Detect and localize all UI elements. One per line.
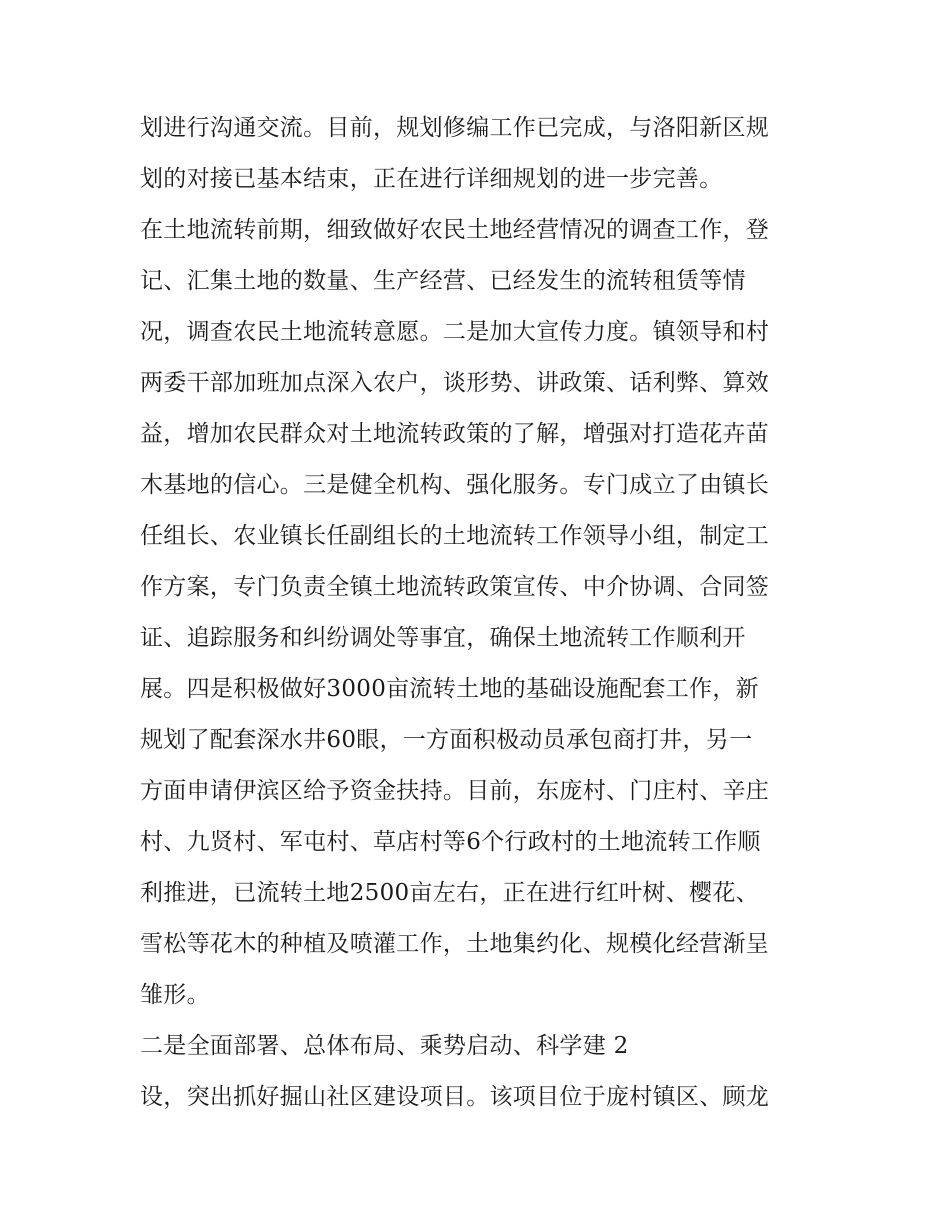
text-line-9: 任组长、农业镇长任副组长的土地流转工作领导小组，制定工 bbox=[140, 523, 770, 549]
text-line-17: 雪松等花木的种植及喷灌工作，土地集约化、规模化经营渐呈 bbox=[140, 931, 770, 957]
text-line-5: 况，调查农民土地流转意愿。二是加大宣传力度。镇领导和村 bbox=[140, 319, 770, 345]
text-line-14: 方面申请伊滨区给予资金扶持。目前，东庞村、门庄村、辛庄 bbox=[140, 778, 770, 804]
text-line-13: 规划了配套深水井60眼，一方面积极动员承包商打井，另一 bbox=[140, 727, 753, 753]
text-line-16: 利推进，已流转土地2500亩左右，正在进行红叶树、樱花、 bbox=[140, 880, 759, 906]
text-line-1: 划进行沟通交流。目前，规划修编工作已完成，与洛阳新区规 bbox=[140, 115, 770, 141]
body-text bbox=[140, 103, 820, 1123]
text-line-7: 益，增加农民群众对土地流转政策的了解，增强对打造花卉苗 bbox=[140, 421, 770, 447]
text-line-15: 村、九贤村、军屯村、草店村等6个行政村的土地流转工作顺 bbox=[140, 829, 761, 855]
text-line-2: 划的对接已基本结束，正在进行详细规划的进一步完善。 bbox=[140, 166, 723, 192]
text-line-6: 两委干部加班加点深入农户，谈形势、讲政策、话利弊、算效 bbox=[140, 370, 770, 396]
text-line-10: 作方案，专门负责全镇土地流转政策宣传、中介协调、合同签 bbox=[140, 574, 770, 600]
text-line-8: 木基地的信心。三是健全机构、强化服务。专门成立了由镇长 bbox=[140, 472, 770, 498]
text-line-12: 展。四是积极做好3000亩流转土地的基础设施配套工作，新 bbox=[140, 676, 759, 702]
text-line-20: 设，突出抓好掘山社区建设项目。该项目位于庞村镇区、顾龙 bbox=[140, 1084, 770, 1110]
text-line-3: 在土地流转前期，细致做好农民土地经营情况的调查工作，登 bbox=[140, 217, 770, 243]
text-line-18: 雏形。 bbox=[140, 982, 210, 1008]
text-line-4: 记、汇集土地的数量、生产经营、已经发生的流转租赁等情 bbox=[140, 268, 746, 294]
text-line-11: 证、追踪服务和纠纷调处等事宜，确保土地流转工作顺利开 bbox=[140, 625, 746, 651]
text-line-19: 二是全面部署、总体布局、乘势启动、科学建 2 bbox=[140, 1033, 629, 1059]
